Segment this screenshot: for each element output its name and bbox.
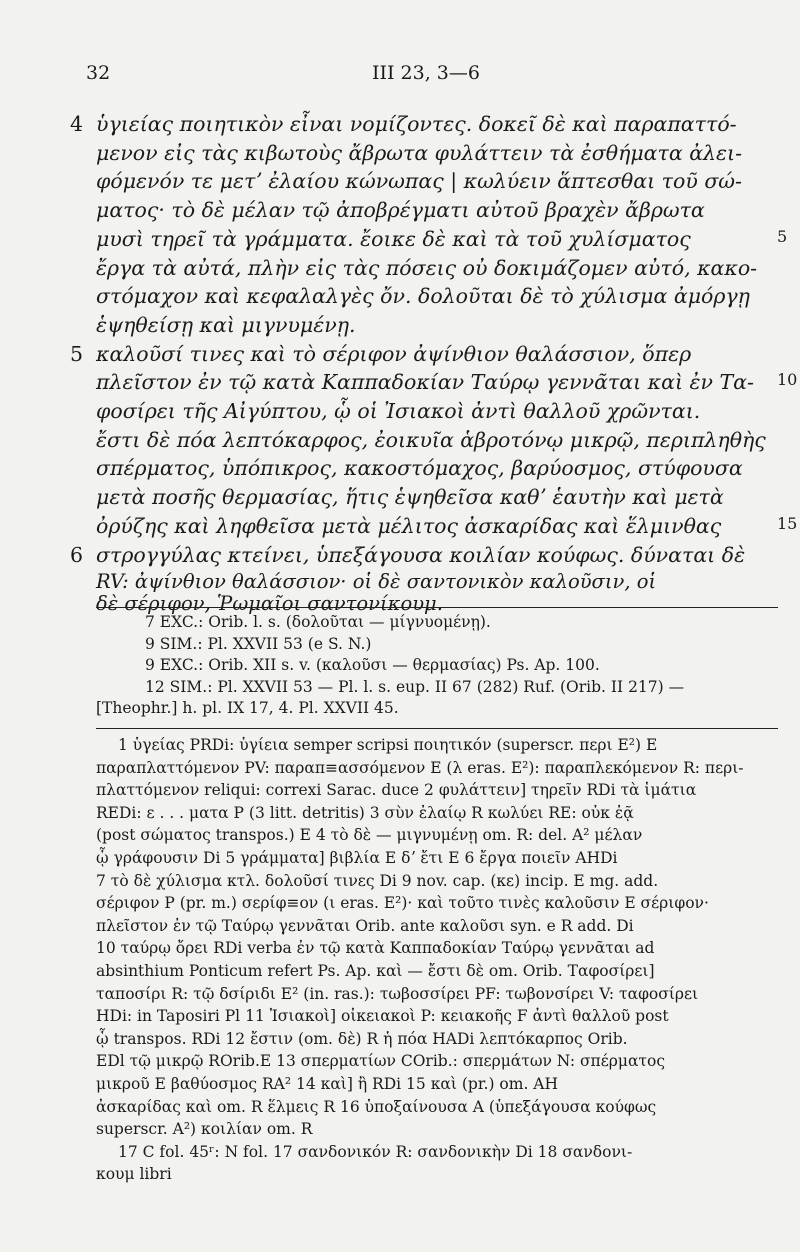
source-text: 9 EXC.: Orib. XII s. v. (καλοῦσι — θερμασίας) Ps. Ap. 100. xyxy=(145,656,600,674)
line-number-right: 10 xyxy=(777,370,798,390)
line-text: μετὰ ποσῆς θερμασίας, ἥτις ἑψηθεῖσα καθʼ ἑαυτὴν καὶ μετὰ xyxy=(96,485,724,510)
apparatus-text: πλαττόμενον reliqui: correxi Sarac. duce 2 φυλάττειν] τηρεῖν RDi τὰ ἱμάτια xyxy=(96,781,697,800)
page-number: 32 xyxy=(86,62,111,84)
line-number-left: 5 xyxy=(70,341,84,366)
line-text: καλοῦσί τινες καὶ τὸ σέριφον ἀψίνθιον θαλάσσιον, ὅπερ xyxy=(96,341,692,366)
line-text: στρογγύλας κτείνει, ὑπεξάγουσα κοιλίαν κούφως. δύναται δὲ xyxy=(96,542,746,567)
line-text: ὑγιείας ποιητικὸν εἶναι νομίζοντες. δοκεῖ δὲ καὶ παραπαττό- xyxy=(96,112,737,136)
running-header xyxy=(0,62,800,92)
source-text: 12 SIM.: Pl. XXVII 53 — Pl. l. s. eup. II 67 (282) Ruf. (Orib. II 217) — xyxy=(145,677,685,696)
line-text: σπέρματος, ὑπόπικρος, κακοστόμαχος, βαρύοσμος, στύφουσα xyxy=(96,456,743,481)
line-text: ἑψηθείσῃ καὶ μιγνυμένῃ. xyxy=(96,312,356,337)
apparatus-text: (post σώματος transpos.) E 4 τὸ δὲ — μιγνυμένῃ om. R: del. A² μέλαν xyxy=(96,826,643,845)
apparatus-text: παραπλαττόμενον PV: παραπ≡ασσόμενον E (λ eras. E²): παραπλεκόμενον R: περι- xyxy=(96,758,744,777)
line-text: μυσὶ τηρεῖ τὰ γράμματα. ἔοικε δὲ καὶ τὰ τοῦ χυλίσματος xyxy=(96,226,691,251)
apparatus-text: EDl τῷ μικρῷ ROrib.E 13 σπερματίων COrib.: σπερμάτων N: σπέρματος xyxy=(96,1052,666,1071)
line-text: ματος· τὸ δὲ μέλαν τῷ ἀποβρέγματι αὐτοῦ βραχὲν ἄβρωτα xyxy=(96,198,705,223)
line-text: πλεῖστον ἐν τῷ κατὰ Καππαδοκίαν Ταύρῳ γεννᾶται καὶ ἐν Τα- xyxy=(96,370,754,395)
scholion-text: RV: ἀψίνθιον θαλάσσιον· οἱ δὲ σαντονικὸν καλοῦσιν, οἱ xyxy=(96,570,657,593)
apparatus-text: μικροῦ E βαθύοσμος RA² 14 καὶ] ἢ RDi 15 καὶ (pr.) om. AH xyxy=(96,1075,559,1093)
apparatus-text: ᾧ transpos. RDi 12 ἔστιν (om. δὲ) R ἡ πόα HADi λεπτόκαρπος Orib. xyxy=(96,1029,628,1048)
scholion-rule xyxy=(96,607,778,608)
source-text: 7 EXC.: Orib. l. s. (δολοῦται — μίγνυομένῃ). xyxy=(145,613,491,631)
apparatus-text: 7 τὸ δὲ χύλισμα κτλ. δολοῦσί τινες Di 9 nov. cap. (κε) incip. E mg. add. xyxy=(96,871,659,890)
line-text: φοσίρει τῆς Αἰγύπτου, ᾧ οἱ Ἰσιακοὶ ἀντὶ θαλλοῦ χρῶνται. xyxy=(96,399,701,423)
line-text: φόμενόν τε μετʼ ἐλαίου κώνωπας | κωλύειν ἅπτεσθαι τοῦ σώ- xyxy=(96,169,742,194)
apparatus-text: HDi: in Taposiri Pl 11 Ἰσιακοὶ] οἰκειακοὶ P: κειακοῆς F ἀντὶ θαλλοῦ post xyxy=(96,1007,669,1026)
line-number-left: 6 xyxy=(70,542,84,567)
apparatus-text: ταποσίρι R: τῷ δσίριδι E² (in. ras.): τωβοσσίρει PF: τωβονσίρει V: ταφοσίρει xyxy=(96,984,699,1003)
line-text: ἔστι δὲ πόα λεπτόκαρφος, ἐοικυῖα ἁβροτόνῳ μικρῷ, περιπληθὴς xyxy=(96,427,766,452)
apparatus-text: superscr. A²) κοιλίαν om. R xyxy=(96,1120,313,1139)
scholion-text: δὲ σέριφον, Ῥωμαῖοι σαντονίκουμ. xyxy=(96,592,443,615)
line-text: ἔργα τὰ αὐτά, πλὴν εἰς τὰς πόσεις οὐ δοκιμάζομεν αὐτό, κακο- xyxy=(96,255,758,280)
line-text: στόμαχον καὶ κεφαλαλγὲς ὄν. δολοῦται δὲ τὸ χύλισμα ἀμόργῃ xyxy=(96,284,750,309)
apparatus-rule xyxy=(96,728,778,729)
apparatus-text: πλεῖστον ἐν τῷ Ταύρῳ γεννᾶται Orib. ante καλοῦσι syn. e R add. Di xyxy=(96,916,634,935)
line-number-right: 15 xyxy=(777,513,798,533)
source-text: [Theophr.] h. pl. IX 17, 4. Pl. XXVII 45. xyxy=(96,699,399,717)
apparatus-text: 17 C fol. 45ʳ: N fol. 17 σανδονικόν R: σανδονικὴν Di 18 σανδονι- xyxy=(118,1142,633,1161)
line-number-right: 5 xyxy=(777,226,788,246)
line-text: μενον εἰς τὰς κιβωτοὺς ἄβρωτα φυλάττειν τὰ ἐσθήματα ἀλει- xyxy=(96,140,743,165)
apparatus-text: ἀσκαρίδας καὶ om. R ἕλμεις R 16 ὑποξαίνουσα A (ὑπεξάγουσα κούφως xyxy=(96,1097,657,1116)
line-text: ὀρύζης καὶ ληφθεῖσα μετὰ μέλιτος ἀσκαρίδας καὶ ἕλμινθας xyxy=(96,513,722,538)
apparatus-text: 10 ταύρῳ ὄρει RDi verba ἐν τῷ κατὰ Καππαδοκίαν Ταύρῳ γεννᾶται ad xyxy=(96,939,655,958)
source-text: 9 SIM.: Pl. XXVII 53 (e S. N.) xyxy=(145,634,372,653)
apparatus-text: ᾧ γράφουσιν Di 5 γράμματα] βιβλία E δʼ ἔτι E 6 ἔργα ποιεῖν AHDi xyxy=(96,849,618,867)
apparatus-text: σέριφον P (pr. m.) σερίφ≡ον (ι eras. E²)· καὶ τοῦτο τινὲς καλοῦσιν E σέριφον· xyxy=(96,894,709,913)
apparatus-text: absinthium Ponticum refert Ps. Ap. καὶ — ἔστι δὲ om. Orib. Ταφοσίρει] xyxy=(96,962,655,980)
line-number-left: 4 xyxy=(70,112,84,136)
apparatus-text: REDi: ε . . . ματα P (3 litt. detritis) 3 σὺν ἐλαίῳ R κωλύει RE: οὐκ ἐᾷ xyxy=(96,803,634,822)
section-reference: III 23, 3—6 xyxy=(372,62,480,84)
apparatus-text: 1 ὑγείας PRDi: ὑγίεια semper scripsi ποιητικόν (superscr. περι E²) E xyxy=(118,736,658,754)
apparatus-text: κουμ libri xyxy=(96,1165,172,1184)
